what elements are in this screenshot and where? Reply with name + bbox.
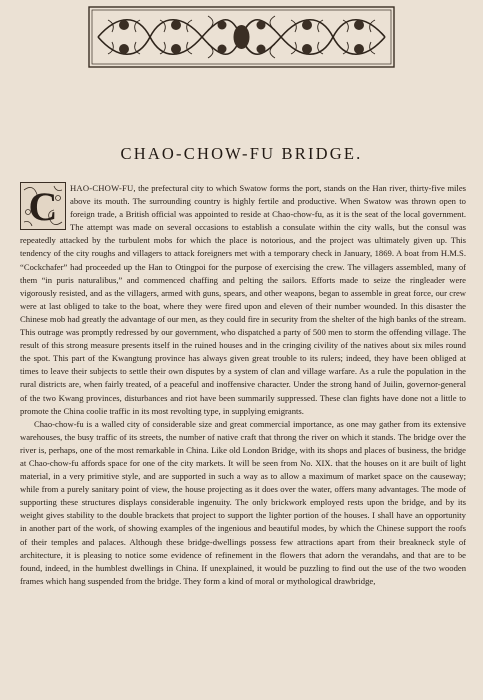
- lead-word: HAO-CHOW-FU: [70, 183, 134, 193]
- ornamental-initial-c-icon: [20, 182, 66, 230]
- svg-text:C: C: [28, 184, 58, 229]
- paragraph-2: Chao-chow-fu is a walled city of considerable size and great commercial importance, as one may gather from its extensive warehouses, the busy traffic of its streets, the number of native craft that throng the river on which it stands. The bridge over the river is, perhaps, one of the most remarkable in China. Like old London Bridge, with its shops and places of business, the bridge at Chao-chow-fu affords space for one of the city markets. It will be seen from No. XIX. that the houses on it are built of light material, in a very primitive style, and are supported in such a way as to allow a maximum of market space on the causeway; while from a purely sanitary point of view, the house projecting as it does over the water, offers many advantages. The mode of supporting these structures displays considerable ingenuity. The only brickwork employed rests upon the bridge, and by its weight gives stability to the double brackets that project to support the lighter portion of the houses. I shall have an opportunity in another part of the work, of showing examples of the ingenious and beautiful modes, by which the Chinese support the roofs of their temples and palaces. Although these bridge-dwellings possess few attractions apart from their breakneck style of architecture, it is pleasing to notice some evidence of refinement in the flowers that adorn the verandahs, and that are to be found, indeed, in the humblest dwellings in China. If unexplained, it would be puzzling to find out the use of the two wooden frames which hang suspended from the bridge. They form a kind of moral or mythological drawbridge,: [20, 418, 466, 586]
- paragraph-1: [20, 182, 466, 418]
- page-title: CHAO-CHOW-FU BRIDGE.: [120, 144, 363, 163]
- paragraph-1-text: , the prefectural city to which Swatow forms the port, stands on the Han river, thirty-five miles above its mouth. The surrounding country is highly fertile and productive. When Swatow was thrown open to foreign trade, a British official was appointed to reside at Chao-chow-fu, as it is the seat of the local government. The attempt was made on several occasions to establish a consulate within the city walls, but the consul was repeatedly attacked by the turbulent mobs for which the place is notorious, and the project was ultimately given up. This tendency of the city roughs and villagers to attack foreigners met with a temporary check in January, 1869. A boat from H.M.S. “Cockchafer” had proceeded up the Han to Otingpoi for the purpose of exercising the crew. The villagers assembled, many of them “in puris naturalibus,” and commenced chaffing and pelting the sailors. Efforts made to seize the ringleader were vigorously resisted, and as the villagers, armed with guns, spears, and other weapons, began to assemble in great force, our crew were at last obliged to take to the boat, where they were fired upon and eleven of their number wounded. In this disaster the Chinese mob had greatly the advantage of our men, as they could fire in security from the shelter of the high banks of the stream. This outrage was promptly redressed by our government, who dispatched a party of 500 men to storm the offending village. The result of this strong measure presents itself in the ruined houses and in the cringing civility of the natives about six miles round the spot. This part of the Kwangtung province has always given great trouble to its rulers; indeed, they have been obliged at times to leave their subjects to settle their own disputes by a system of clan and village warfare. As a rule the population in the rural districts are, when fairly treated, of a peaceful and inoffensive character. Under the strong hand of Juilin, governor-general of the two Kwang provinces, disturbances and riot have been summarily suppressed. These clan fights have done not a little to promote the China coolie traffic in its most revolting type, in supplying emigrants.: [20, 183, 466, 416]
- floral-scroll-headpiece-icon: [88, 6, 395, 68]
- article-body: [20, 182, 466, 588]
